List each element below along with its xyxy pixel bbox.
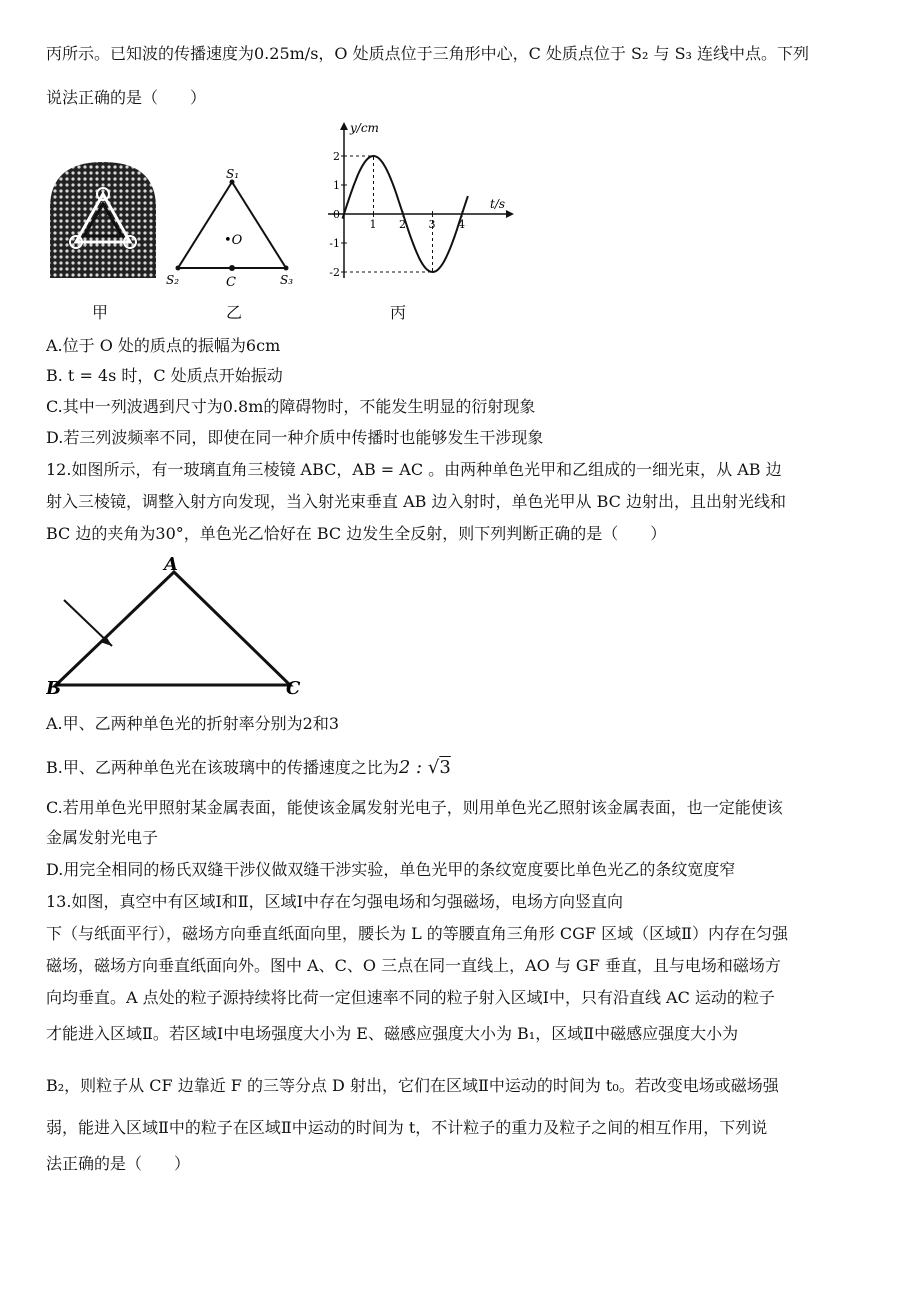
label-o: •O (224, 233, 243, 248)
x-tick-label: 4 (458, 218, 465, 231)
interference-photo (46, 158, 160, 282)
q12-option-b (46, 756, 451, 780)
q12-option-a: A.甲、乙两种单色光的折射率分别为2和3 (46, 714, 340, 733)
q12-option-d: D.用完全相同的杨氏双缝干涉仪做双缝干涉实验，单色光甲的条纹宽度要比单色光乙的条纹宽度窄 (46, 860, 736, 879)
caption-bing: 丙 (390, 303, 407, 322)
vertex-b: B (46, 678, 62, 699)
vertex-c: C (286, 678, 301, 699)
prism-triangle (56, 572, 290, 685)
triangle-shape (178, 182, 286, 268)
y-tick-label: 2 (333, 150, 340, 163)
q11-stem-line2: 说法正确的是（ ） (46, 88, 207, 107)
y-tick-label: 0 (333, 208, 340, 221)
q13-stem-line3: 磁场，磁场方向垂直纸面向外。图中 A、C、O 三点在同一直线上，AO 与 GF 垂直，且与电场和磁场方 (46, 956, 781, 975)
q13-stem-line7: 弱，能进入区域Ⅱ中的粒子在区域Ⅱ中运动的时间为 t，不计粒子的重力及粒子之间的相互作用，下列说 (46, 1118, 768, 1137)
x-tick-label: 1 (369, 218, 377, 231)
sqrt-icon: √ (427, 757, 440, 778)
q13-stem-line5: 才能进入区域Ⅱ。若区域Ⅰ中电场强度大小为 E、磁感应强度大小为 B₁，区域Ⅱ中磁感应强度大小为 (46, 1024, 739, 1043)
q12-option-c-line1: C.若用单色光甲照射某金属表面，能使该金属发射光电子，则用单色光乙照射该金属表面，也一定能使该 (46, 798, 783, 817)
prism-diagram (46, 552, 316, 700)
q12-stem-line1: 12.如图所示，有一玻璃直角三棱镜 ABC，AB = AC 。由两种单色光甲和乙组成的一细光束，从 AB 边 (46, 460, 782, 479)
x-axis-label: t/s (490, 197, 506, 211)
q13-stem-line4: 向均垂直。A 点处的粒子源持续将比荷一定但速率不同的粒子射入区域Ⅰ中，只有沿直线 AC 运动的粒子 (46, 988, 775, 1007)
q12-option-c-line2: 金属发射光电子 (46, 828, 159, 847)
label-c: C (226, 275, 236, 290)
q11-option-a: A.位于 O 处的质点的振幅为6cm (46, 336, 281, 355)
y-tick-label: 1 (333, 179, 340, 192)
caption-yi: 乙 (226, 303, 243, 322)
q12-option-b-ratio: 2 : (398, 757, 428, 778)
label-s2: S₂ (166, 273, 180, 287)
q11-stem-line1: 丙所示。已知波的传播速度为0.25m/s，O 处质点位于三角形中心，C 处质点位于 S₂ 与 S₃ 连线中点。下列 (46, 44, 810, 63)
y-axis-label: y/cm (350, 121, 379, 135)
label-s3: S₃ (280, 273, 294, 287)
q12-option-b-radicand: 3 (439, 757, 451, 778)
q12-stem-line2: 射入三棱镜，调整入射方向发现，当入射光束垂直 AB 边入射时，单色光甲从 BC 边射出，且出射光线和 (46, 492, 786, 511)
caption-jia: 甲 (92, 303, 109, 322)
y-tick-label: -1 (329, 237, 340, 250)
q11-option-b: B. t = 4s 时，C 处质点开始振动 (46, 366, 283, 385)
vertex-a: A (164, 554, 178, 575)
x-tick-label: 3 (428, 218, 436, 231)
x-axis-arrow (506, 210, 514, 218)
q13-stem-line6: B₂，则粒子从 CF 边靠近 F 的三等分点 D 射出，它们在区域Ⅱ中运动的时间为 t₀。若改变电场或磁场强 (46, 1076, 779, 1095)
triangle-diagram (162, 164, 302, 294)
label-s1: S₁ (226, 167, 240, 181)
x-tick-label: 2 (399, 218, 406, 231)
y-tick-label: -2 (329, 266, 340, 279)
q13-stem-line1: 13.如图，真空中有区域Ⅰ和Ⅱ，区域Ⅰ中存在匀强电场和匀强磁场，电场方向竖直向 (46, 892, 623, 911)
q12-stem-line3: BC 边的夹角为30°，单色光乙恰好在 BC 边发生全反射，则下列判断正确的是（ ） (46, 524, 667, 543)
q11-option-d: D.若三列波频率不同，即使在同一种介质中传播时也能够发生干涉现象 (46, 428, 544, 447)
q13-stem-line2: 下（与纸面平行），磁场方向垂直纸面向里，腰长为 L 的等腰直角三角形 CGF 区域（区域Ⅱ）内存在匀强 (46, 924, 788, 943)
y-axis-arrow (340, 122, 348, 130)
q13-stem-line8: 法正确的是（ ） (46, 1154, 191, 1173)
q12-option-b-text: B.甲、乙两种单色光在该玻璃中的传播速度之比为 (46, 758, 399, 777)
q11-option-c: C.其中一列波遇到尺寸为0.8m的障碍物时，不能发生明显的衍射现象 (46, 397, 536, 416)
wave-graph (318, 118, 518, 290)
